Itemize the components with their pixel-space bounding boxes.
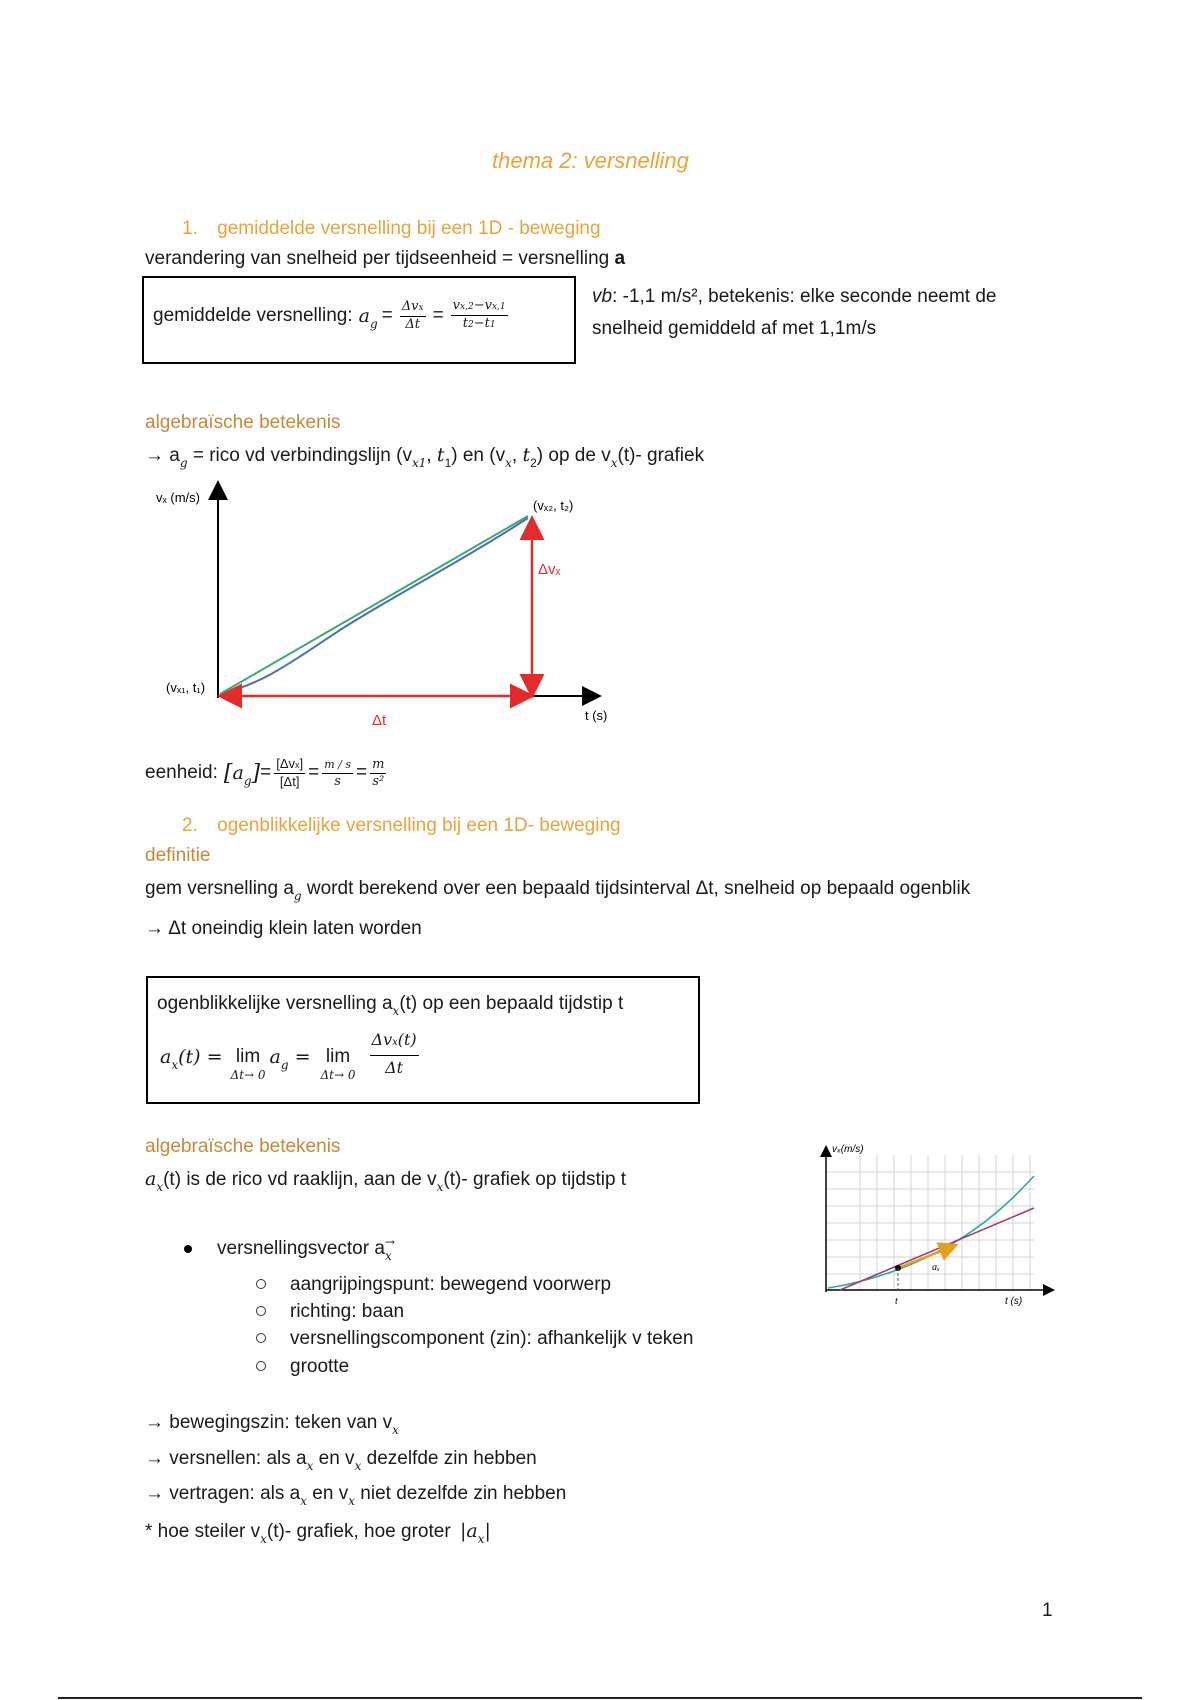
bullet-dot	[184, 1245, 192, 1253]
algebraic-heading-2: algebraïsche betekenis	[145, 1136, 341, 1157]
intro-symbol: a	[614, 248, 626, 269]
graph1-end-point: (vₓ₂, t₂)	[533, 498, 574, 513]
unit-label: eenheid:	[145, 762, 218, 783]
sub-bullet	[256, 1333, 266, 1343]
algebraic-line-2: $a_x(t)$ is de rico vd raaklijn, aan de $v_x(t)-$ grafiek op tijdstip t	[145, 1168, 627, 1194]
sub-item-4: grootte	[290, 1356, 350, 1377]
sub-bullet	[256, 1361, 266, 1371]
graph1-delta-t: Δt	[372, 712, 387, 729]
box-label: gemiddelde versnelling:	[153, 304, 353, 326]
example-line-2: snelheid gemiddeld af met 1,1m/s	[592, 318, 877, 339]
rule-direction: → bewegingszin: teken van $v_x$	[145, 1412, 399, 1437]
graph2-velocity-curve	[828, 1176, 1034, 1288]
graph1-start-point: (vₓ₁, t₁)	[166, 680, 206, 695]
graph-average-acceleration	[150, 480, 630, 730]
secant-line	[220, 516, 528, 694]
graph2-vector-label: aₓ	[932, 1262, 940, 1273]
instant-acceleration-title: ogenblikkelijke versnelling $a_x(t)$ op een bepaald tijdstip t	[157, 993, 624, 1018]
page-number: 1	[1042, 1600, 1053, 1621]
sub-item-1: aangrijpingspunt: bewegend voorwerp	[290, 1274, 612, 1295]
sub-item-3: versnellingscomponent (zin): afhankelijk v teken	[290, 1328, 694, 1349]
average-acceleration-formula: gemiddelde versnelling: $a_g$ = $\frac{\text{Δvx}}{\Delta t}$ = $\frac{vx,2-vx,1}{t2-t1}$	[153, 298, 506, 332]
graph2-tangent-line	[840, 1208, 1034, 1290]
definition-line-1: gem versnelling $a_g$ wordt berekend over een bepaald tijdsinterval Δt, snelheid op bepaald ogenblik	[145, 878, 971, 903]
section-1-title: gemiddelde versnelling bij een 1D - beweging	[217, 218, 601, 239]
sub-bullet	[256, 1306, 266, 1316]
section-1-heading	[182, 218, 601, 240]
graph1-x-label: t (s)	[585, 708, 608, 723]
definition-line-2: → Δt oneindig klein laten worden	[145, 918, 422, 939]
unit-line: eenheid: [ $a_g$ ] = $\frac{\text{[Δvx]}}{[\Delta t]}$ = $\frac{m / s}{s}$ = $\frac{m}{\text{s²}}$	[145, 756, 385, 789]
algebraic-heading-1: algebraïsche betekenis	[145, 412, 341, 433]
sub-bullet	[256, 1279, 266, 1289]
example-line-1	[592, 286, 997, 308]
definition-heading: definitie	[145, 845, 211, 866]
fraction-difference: $\frac{vx,2-vx,1}{t2-t1}$	[452, 298, 506, 331]
graph1-y-label: vₓ (m/s)	[156, 490, 200, 505]
fraction-delta: $\frac{\text{Δvx}}{\Delta t}$	[401, 298, 424, 332]
vector-bullet: versnellingsvector $a^\to_x$	[217, 1235, 395, 1263]
section-2-heading: 2. ogenblikkelijke versnelling bij een 1D- beweging	[182, 815, 621, 836]
section-1-intro	[145, 248, 625, 270]
graph1-delta-v: Δvₓ	[538, 561, 561, 578]
graph2-grid	[826, 1155, 1034, 1290]
page-title: thema 2: versnelling	[492, 148, 689, 173]
rule-decelerate: → vertragen: als $a_x$ en $v_x$ niet dezelfde zin hebben	[145, 1483, 567, 1508]
page-bottom-rule	[58, 1697, 1142, 1699]
graph2-y-label: vₓ(m/s)	[832, 1144, 864, 1155]
algebraic-line-1: → $a_g$ = rico vd verbindingslijn ($v_{x1}$, $t_1$) en ($v_x$, $t_2$) op de $v_x(t)-$ grafiek	[145, 444, 705, 470]
section-1-number: 1.	[182, 218, 198, 239]
intro-text: verandering van snelheid per tijdseenheid = versnelling	[145, 248, 610, 269]
instant-acceleration-formula: $a_x(t)$ = lim Δt→ 0 $a_g$ = lim Δt→ 0 $\frac{\text{Δvx(t)}}{\Delta t}$	[160, 1030, 417, 1082]
graph2-x-label: t (s)	[1005, 1296, 1023, 1307]
graph-instant-acceleration	[820, 1140, 1060, 1310]
rule-accelerate: → versnellen: als $a_x$ en $v_x$ dezelfde zin hebben	[145, 1448, 537, 1473]
graph2-t-label: t	[895, 1296, 898, 1307]
example-text-1: : -1,1 m/s², betekenis: elke seconde neemt de	[612, 286, 997, 307]
symbol-ag: $a_g$	[358, 304, 378, 331]
rule-steepness: * hoe steiler $v_x(t)-$ grafiek, hoe groter $|a_x|$	[145, 1520, 491, 1546]
sub-item-2: richting: baan	[290, 1301, 405, 1322]
example-prefix: vb	[592, 286, 613, 307]
